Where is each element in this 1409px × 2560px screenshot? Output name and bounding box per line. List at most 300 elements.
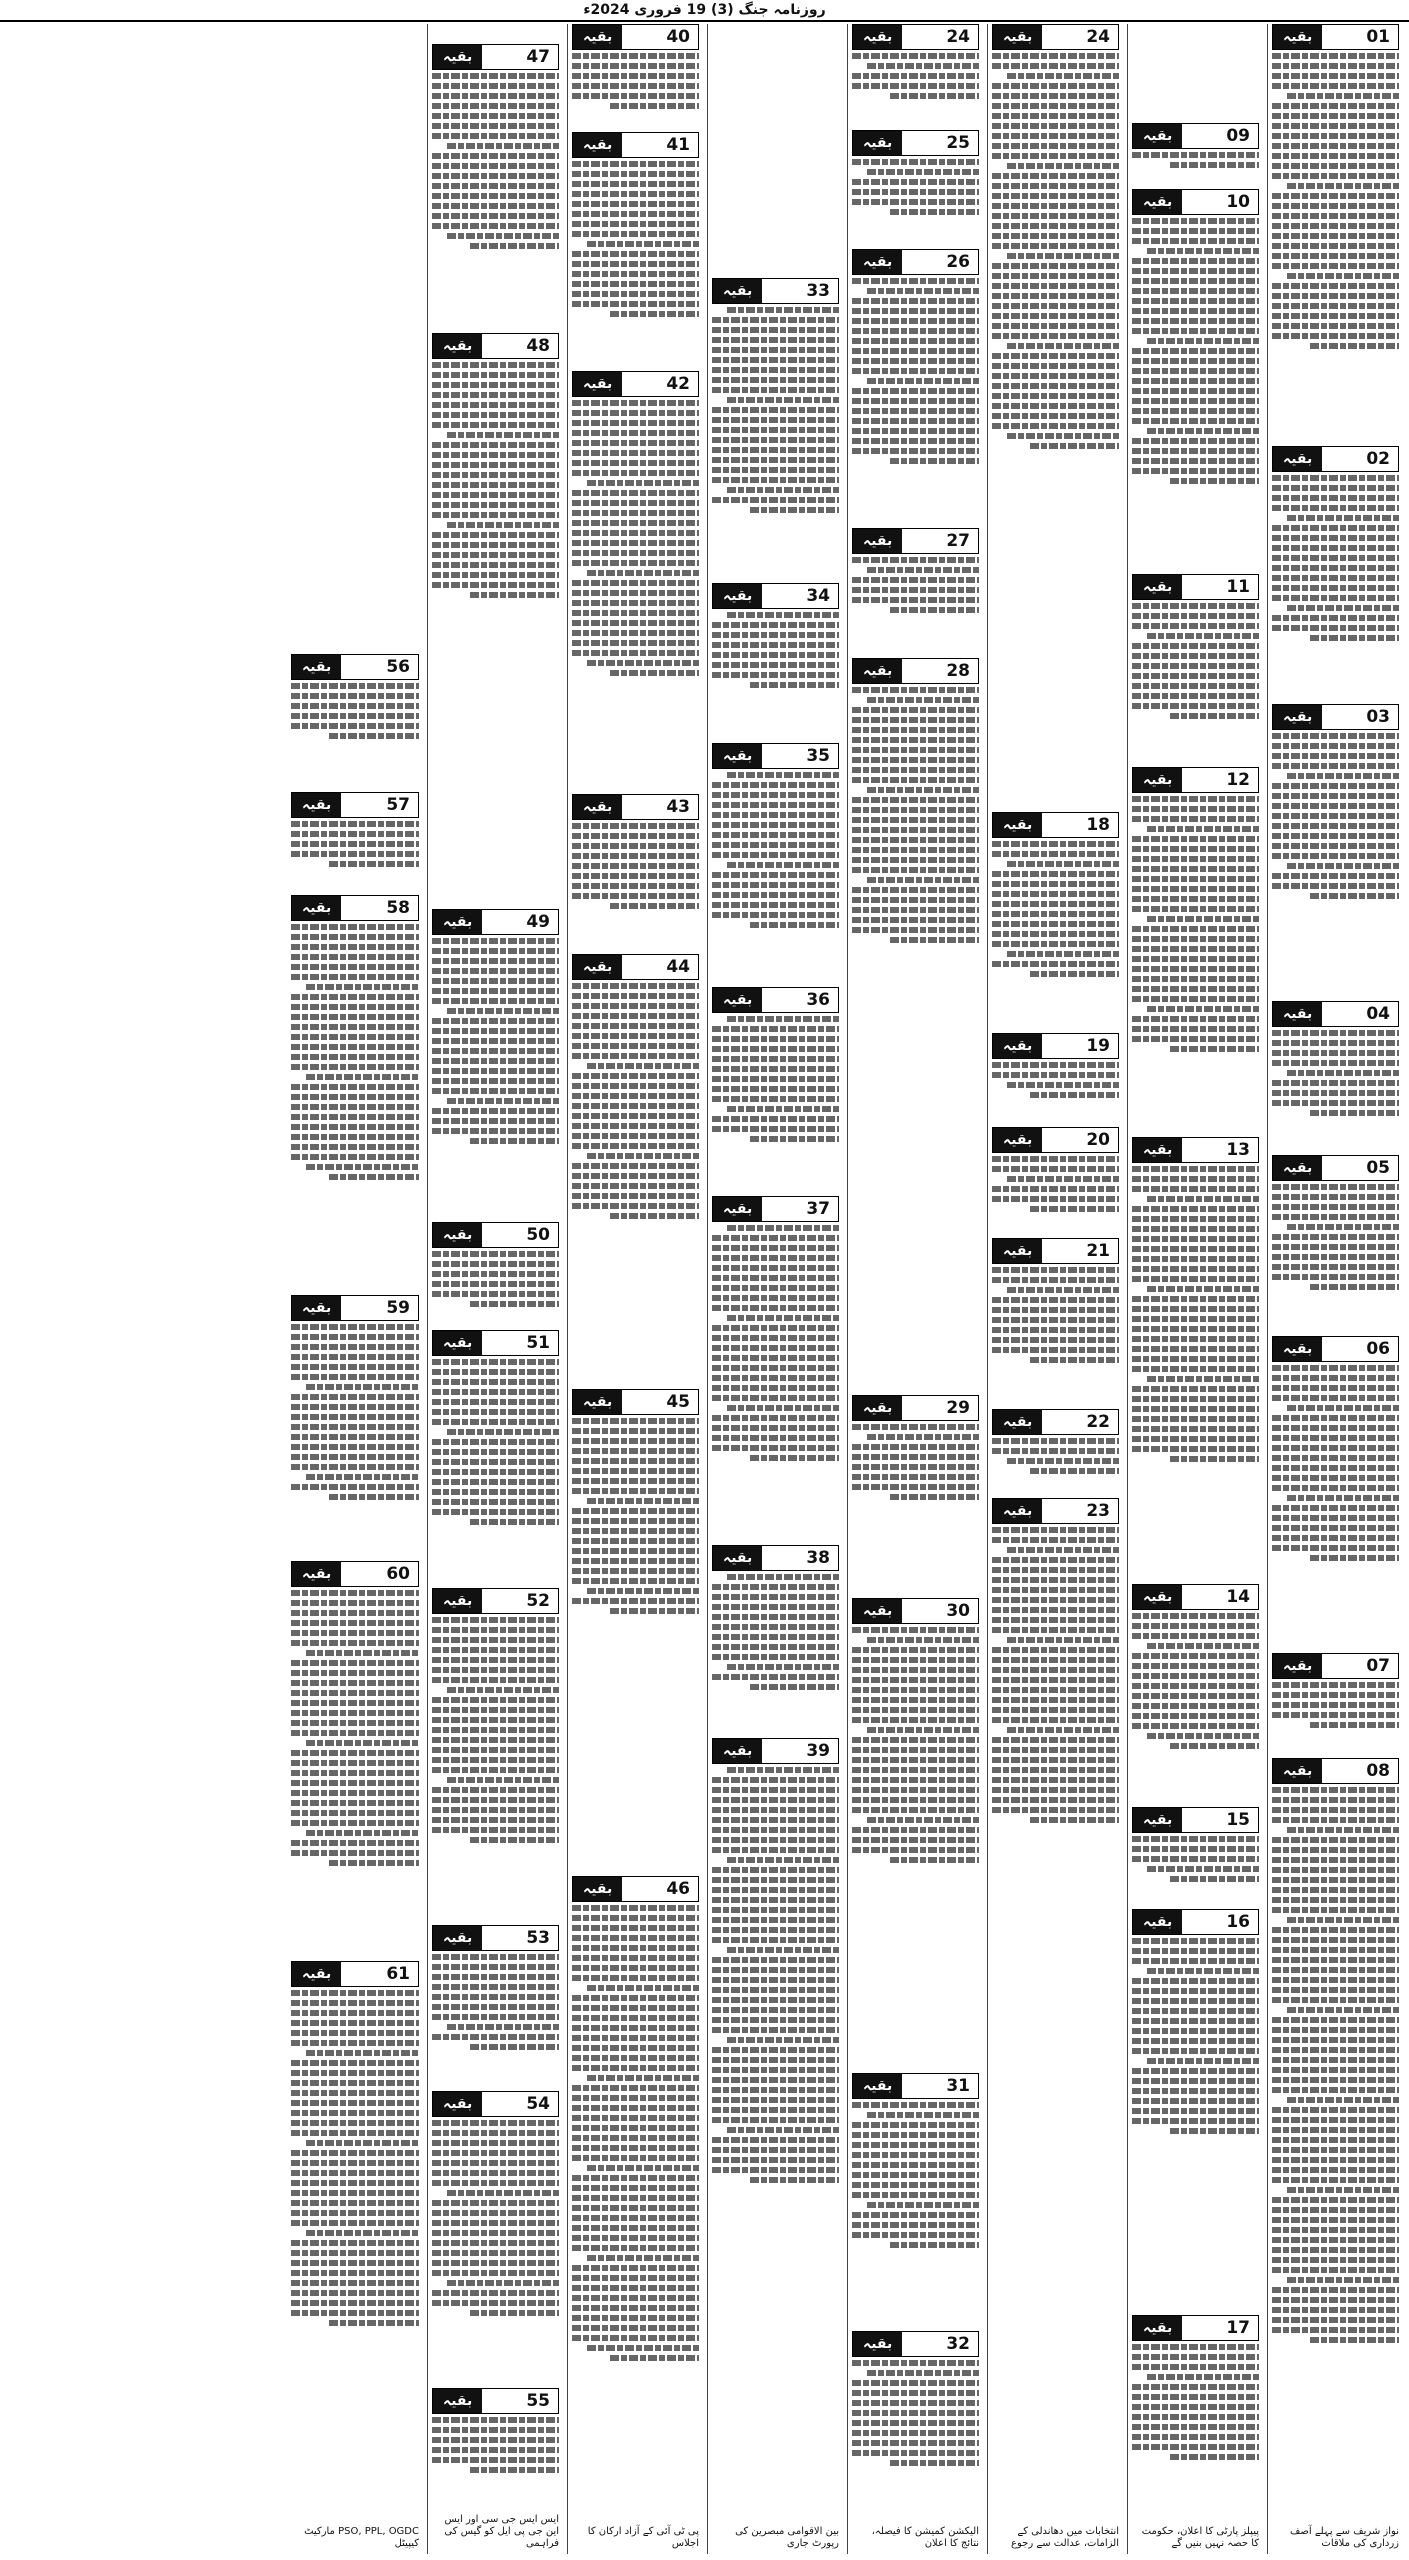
text-line — [1272, 1525, 1399, 1531]
text-line — [1132, 1316, 1259, 1322]
text-line — [291, 1660, 419, 1666]
text-line — [712, 1295, 839, 1301]
text-line — [572, 211, 699, 217]
text-line — [1272, 1445, 1399, 1451]
text-line — [1272, 1807, 1399, 1813]
text-line — [572, 2155, 699, 2161]
text-line — [447, 1429, 559, 1435]
text-line — [447, 2024, 559, 2030]
text-line — [432, 1657, 559, 1663]
text-line — [1132, 1693, 1259, 1699]
text-line — [1132, 1613, 1259, 1619]
text-line — [572, 1458, 699, 1464]
text-line — [1132, 703, 1259, 709]
text-line — [712, 1086, 839, 1092]
story-label: بقیہ — [292, 1562, 341, 1586]
text-line — [712, 672, 839, 678]
text-line — [1132, 152, 1259, 158]
story-label: بقیہ — [993, 1499, 1042, 1523]
text-line — [572, 1143, 699, 1149]
text-line — [992, 1797, 1119, 1803]
text-line — [992, 1448, 1119, 1454]
text-line — [1132, 398, 1259, 404]
text-line — [1272, 803, 1399, 809]
text-line — [1132, 906, 1259, 912]
text-line — [992, 1757, 1119, 1763]
story-text — [1272, 1030, 1399, 1116]
text-line — [1272, 283, 1399, 289]
story-number: 21 — [1086, 1240, 1110, 1261]
text-line — [712, 1116, 839, 1122]
text-line — [432, 988, 559, 994]
text-line — [432, 2300, 559, 2306]
text-line — [852, 2132, 979, 2138]
text-line — [291, 1374, 419, 1380]
text-line — [291, 713, 419, 719]
text-line — [712, 1395, 839, 1401]
text-line — [329, 1860, 419, 1866]
text-line — [291, 1820, 419, 1826]
story-number: 42 — [666, 373, 690, 394]
continued-story-tag — [1132, 1584, 1259, 1610]
story-text — [572, 1905, 699, 2361]
text-line — [992, 113, 1119, 119]
text-line — [992, 263, 1119, 269]
text-line — [291, 693, 419, 699]
text-line — [572, 2215, 699, 2221]
text-line — [1132, 288, 1259, 294]
text-line — [992, 123, 1119, 129]
continued-story-block — [1132, 1807, 1259, 1886]
text-line — [291, 1334, 419, 1340]
story-number: 24 — [946, 27, 970, 47]
continued-story-block — [1132, 1137, 1259, 1466]
text-line — [432, 2230, 559, 2236]
story-number: 33 — [806, 281, 830, 302]
text-line — [1272, 1050, 1399, 1056]
text-line — [712, 1837, 839, 1843]
story-label: بقیہ — [573, 133, 622, 157]
story-label: بقیہ — [713, 1197, 762, 1221]
text-line — [1310, 1555, 1399, 1561]
text-line — [1147, 1866, 1259, 1872]
text-line — [890, 2242, 979, 2248]
text-line — [572, 600, 699, 606]
text-line — [1132, 2108, 1259, 2114]
text-line — [432, 1399, 559, 1405]
continued-story-tag — [572, 954, 699, 980]
text-line — [992, 941, 1119, 947]
story-text — [852, 687, 979, 943]
text-line — [587, 1063, 699, 1069]
text-line — [852, 1787, 979, 1793]
text-line — [1007, 1637, 1119, 1643]
text-line — [572, 271, 699, 277]
story-label: بقیہ — [433, 1589, 482, 1613]
text-line — [1272, 1365, 1399, 1371]
text-line — [572, 2125, 699, 2131]
text-line — [712, 842, 839, 848]
text-line — [712, 1275, 839, 1281]
news-column — [987, 24, 1123, 2554]
text-line — [1272, 173, 1399, 179]
story-number: 55 — [526, 2391, 550, 2411]
text-line — [1132, 836, 1259, 842]
text-line — [1132, 2088, 1259, 2094]
continued-story-block — [572, 24, 699, 113]
text-line — [572, 1905, 699, 1911]
text-line — [1170, 2454, 1259, 2460]
story-text — [852, 278, 979, 464]
text-line — [750, 507, 839, 513]
text-line — [587, 570, 699, 576]
text-line — [1272, 615, 1399, 621]
text-line — [712, 1897, 839, 1903]
text-line — [852, 1797, 979, 1803]
text-line — [291, 2190, 419, 2196]
story-label: بقیہ — [433, 1223, 482, 1247]
text-line — [1272, 2257, 1399, 2263]
text-line — [291, 1780, 419, 1786]
text-line — [1272, 2077, 1399, 2083]
text-line — [1272, 1435, 1399, 1441]
story-label: بقیہ — [1273, 705, 1322, 729]
text-line — [852, 368, 979, 374]
text-line — [291, 2070, 419, 2076]
text-line — [712, 407, 839, 413]
text-line — [867, 2202, 979, 2208]
text-line — [447, 233, 559, 239]
text-line — [1132, 1846, 1259, 1852]
text-line — [432, 2437, 559, 2443]
text-line — [712, 1036, 839, 1042]
text-line — [852, 917, 979, 923]
text-line — [712, 367, 839, 373]
story-label: بقیہ — [292, 896, 341, 920]
text-line — [291, 2040, 419, 2046]
story-text — [1272, 1682, 1399, 1728]
text-line — [1287, 273, 1399, 279]
text-line — [306, 1164, 419, 1170]
text-line — [712, 812, 839, 818]
story-text — [992, 841, 1119, 977]
text-line — [432, 1807, 559, 1813]
text-line — [992, 1707, 1119, 1713]
text-line — [1272, 753, 1399, 759]
text-line — [712, 457, 839, 463]
text-line — [1272, 2087, 1399, 2093]
continued-story-tag — [1132, 1137, 1259, 1163]
text-line — [992, 233, 1119, 239]
text-line — [1132, 278, 1259, 284]
text-line — [852, 1474, 979, 1480]
text-line — [432, 2270, 559, 2276]
text-line — [852, 189, 979, 195]
text-line — [1132, 926, 1259, 932]
story-number: 51 — [526, 1333, 550, 1354]
text-line — [572, 1945, 699, 1951]
text-line — [1132, 268, 1259, 274]
text-line — [572, 231, 699, 237]
text-line — [432, 978, 559, 984]
text-line — [1272, 1987, 1399, 1993]
text-line — [572, 2025, 699, 2031]
text-line — [587, 1985, 699, 1991]
story-text — [432, 2120, 559, 2316]
text-line — [572, 1518, 699, 1524]
text-line — [1147, 633, 1259, 639]
text-line — [432, 948, 559, 954]
text-line — [992, 103, 1119, 109]
text-line — [712, 1245, 839, 1251]
text-line — [432, 958, 559, 964]
text-line — [587, 1498, 699, 1504]
story-number: 38 — [806, 1547, 830, 1568]
text-line — [992, 1747, 1119, 1753]
text-line — [992, 1587, 1119, 1593]
text-line — [852, 83, 979, 89]
text-line — [291, 2080, 419, 2086]
text-line — [852, 2122, 979, 2128]
text-line — [1170, 1456, 1259, 1462]
text-line — [1147, 338, 1259, 344]
text-line — [1272, 1060, 1399, 1066]
text-line — [852, 2450, 979, 2456]
text-line — [432, 1667, 559, 1673]
text-line — [1272, 813, 1399, 819]
text-line — [1170, 1046, 1259, 1052]
continued-story-block — [852, 1598, 979, 1867]
text-line — [1132, 2364, 1259, 2370]
text-line — [1272, 1897, 1399, 1903]
text-line — [1132, 1346, 1259, 1352]
text-line — [1272, 323, 1399, 329]
text-line — [992, 313, 1119, 319]
text-line — [432, 1088, 559, 1094]
text-line — [1272, 873, 1399, 879]
story-label: بقیہ — [853, 529, 902, 553]
text-line — [852, 2360, 979, 2366]
text-line — [852, 797, 979, 803]
text-line — [1132, 986, 1259, 992]
story-number: 13 — [1226, 1140, 1250, 1161]
text-line — [1132, 693, 1259, 699]
text-line — [572, 1053, 699, 1059]
text-line — [1272, 213, 1399, 219]
continued-story-tag — [712, 1545, 839, 1571]
text-line — [1132, 1653, 1259, 1659]
text-line — [712, 1425, 839, 1431]
text-line — [572, 1925, 699, 1931]
text-line — [572, 420, 699, 426]
text-line — [712, 1674, 839, 1680]
text-line — [1272, 575, 1399, 581]
story-number: 03 — [1366, 706, 1390, 727]
text-line — [1310, 1284, 1399, 1290]
text-line — [572, 1955, 699, 1961]
text-line — [572, 530, 699, 536]
story-text — [291, 1990, 419, 2326]
text-line — [1272, 53, 1399, 59]
text-line — [432, 193, 559, 199]
story-label: بقیہ — [1133, 1808, 1182, 1832]
text-line — [1007, 1547, 1119, 1553]
text-line — [432, 2004, 559, 2010]
story-text — [712, 1016, 839, 1142]
text-line — [1147, 826, 1259, 832]
text-line — [852, 278, 979, 284]
text-line — [291, 2160, 419, 2166]
text-line — [610, 103, 699, 109]
text-line — [572, 2275, 699, 2281]
text-line — [1132, 2078, 1259, 2084]
text-line — [291, 2310, 419, 2316]
text-line — [610, 1608, 699, 1614]
text-line — [1132, 1703, 1259, 1709]
continued-story-tag — [432, 1925, 559, 1951]
text-line — [432, 2290, 559, 2296]
text-line — [852, 927, 979, 933]
text-line — [291, 851, 419, 857]
text-line — [572, 1428, 699, 1434]
story-label: بقیہ — [1133, 768, 1182, 792]
text-line — [852, 827, 979, 833]
text-line — [572, 580, 699, 586]
text-line — [992, 1717, 1119, 1723]
continued-story-tag — [1272, 24, 1399, 50]
text-line — [1007, 1727, 1119, 1733]
text-line — [1132, 673, 1259, 679]
text-line — [1272, 2207, 1399, 2213]
text-line — [572, 93, 699, 99]
text-line — [572, 440, 699, 446]
text-line — [992, 1647, 1119, 1653]
text-line — [992, 353, 1119, 359]
text-line — [992, 173, 1119, 179]
text-line — [432, 1439, 559, 1445]
text-line — [852, 1827, 979, 1833]
text-line — [432, 2180, 559, 2186]
text-line — [432, 1964, 559, 1970]
news-column — [427, 24, 563, 2554]
text-line — [432, 1707, 559, 1713]
text-line — [852, 807, 979, 813]
text-line — [890, 93, 979, 99]
continued-story-block — [712, 583, 839, 692]
text-line — [1132, 976, 1259, 982]
text-line — [1272, 2027, 1399, 2033]
text-line — [1272, 1692, 1399, 1698]
text-line — [432, 2260, 559, 2266]
continued-story-block — [992, 1238, 1119, 1367]
story-number: 58 — [386, 897, 410, 918]
text-line — [1170, 162, 1259, 168]
story-text — [992, 1156, 1119, 1212]
story-text — [1132, 1836, 1259, 1882]
text-line — [1272, 223, 1399, 229]
text-line — [852, 2400, 979, 2406]
text-line — [992, 383, 1119, 389]
text-line — [1272, 1877, 1399, 1883]
text-line — [572, 1578, 699, 1584]
text-line — [992, 1297, 1119, 1303]
text-line — [1272, 793, 1399, 799]
story-label: بقیہ — [853, 1599, 902, 1623]
text-line — [329, 1494, 419, 1500]
text-line — [432, 1797, 559, 1803]
text-line — [852, 1454, 979, 1460]
text-line — [572, 1915, 699, 1921]
text-line — [1272, 63, 1399, 69]
text-line — [447, 1777, 559, 1783]
text-line — [992, 303, 1119, 309]
text-line — [712, 1624, 839, 1630]
text-line — [572, 1093, 699, 1099]
text-line — [1132, 1713, 1259, 1719]
story-number: 39 — [806, 1740, 830, 1761]
text-line — [1272, 1395, 1399, 1401]
text-line — [432, 2150, 559, 2156]
story-number: 60 — [386, 1563, 410, 1584]
text-line — [712, 1787, 839, 1793]
text-line — [1272, 475, 1399, 481]
text-line — [1272, 1204, 1399, 1210]
continued-story-tag — [291, 654, 419, 680]
text-line — [712, 882, 839, 888]
continued-story-tag — [992, 1238, 1119, 1264]
text-line — [432, 1509, 559, 1515]
text-line — [727, 1405, 839, 1411]
text-line — [432, 1757, 559, 1763]
text-line — [291, 2220, 419, 2226]
text-line — [432, 422, 559, 428]
text-line — [852, 408, 979, 414]
story-number: 19 — [1086, 1035, 1110, 1056]
text-line — [291, 2000, 419, 2006]
text-line — [712, 1614, 839, 1620]
text-line — [572, 2195, 699, 2201]
text-line — [1132, 2118, 1259, 2124]
text-line — [1272, 103, 1399, 109]
text-line — [291, 964, 419, 970]
text-line — [1272, 833, 1399, 839]
text-line — [1310, 635, 1399, 641]
text-line — [432, 2240, 559, 2246]
column-snippet: PSO, PPL, OGDC مارکیٹ کیپیٹل — [304, 2526, 419, 2549]
text-line — [1132, 258, 1259, 264]
text-line — [1132, 2414, 1259, 2420]
text-line — [291, 1044, 419, 1050]
text-line — [572, 640, 699, 646]
text-line — [1132, 966, 1259, 972]
text-line — [572, 1935, 699, 1941]
text-line — [1272, 535, 1399, 541]
text-line — [852, 897, 979, 903]
text-line — [1272, 1817, 1399, 1823]
continued-story-tag — [572, 1389, 699, 1415]
text-line — [1132, 238, 1259, 244]
text-line — [1132, 1246, 1259, 1252]
text-line — [712, 1997, 839, 2003]
text-line — [1132, 378, 1259, 384]
text-line — [867, 1434, 979, 1440]
text-line — [1272, 1385, 1399, 1391]
text-line — [447, 2190, 559, 2196]
story-text — [712, 1225, 839, 1461]
text-line — [1272, 525, 1399, 531]
story-number: 08 — [1366, 1760, 1390, 1781]
text-line — [1287, 773, 1399, 779]
